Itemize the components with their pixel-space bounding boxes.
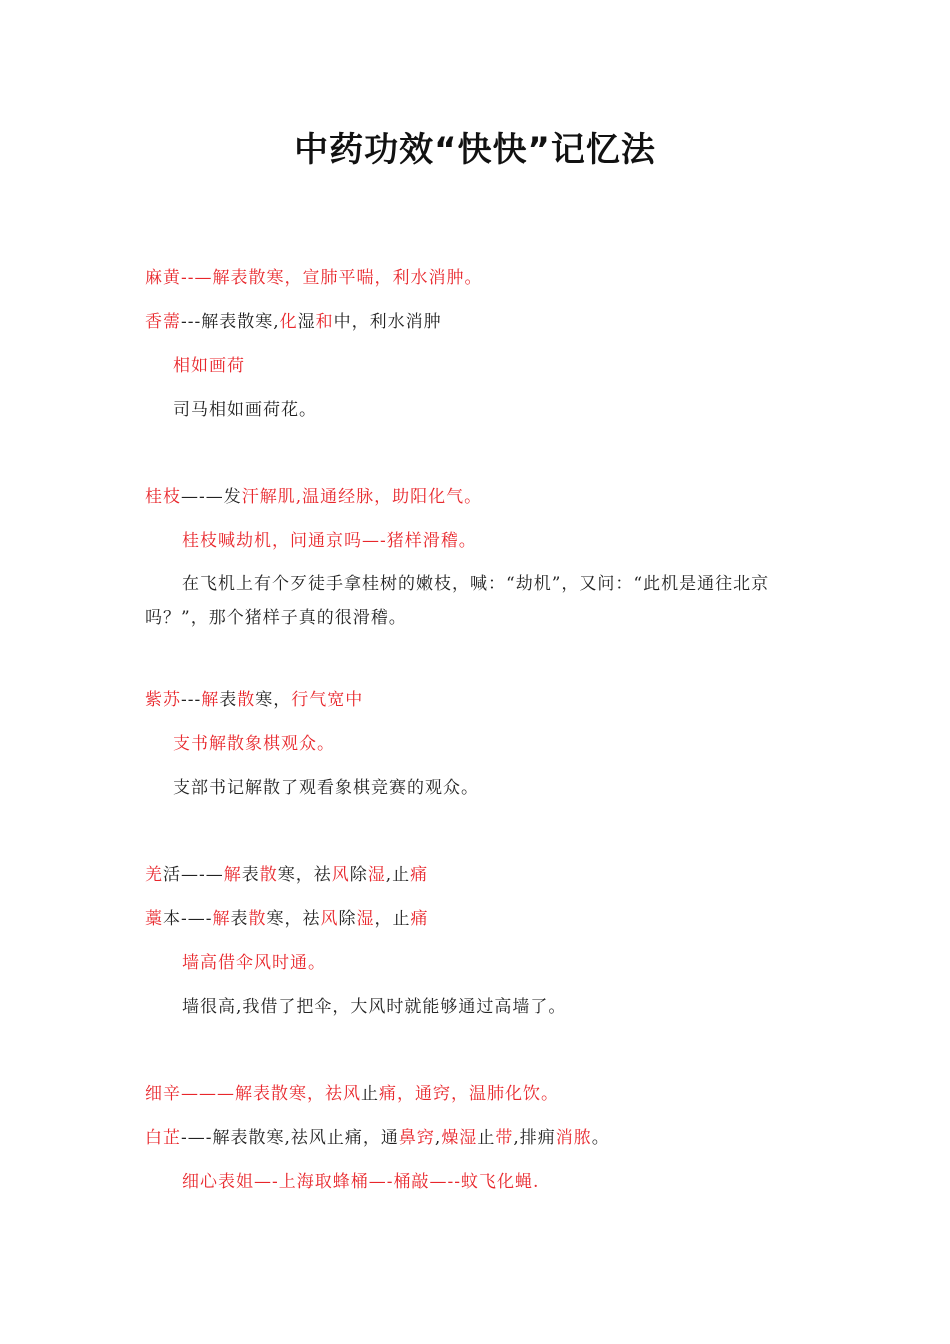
text-run: ，止 xyxy=(374,909,411,929)
text-run: --- xyxy=(181,690,202,710)
text-run: 寒，祛 xyxy=(277,865,332,885)
text-run: 在飞机上有个歹徒手拿桂树的嫩枝，喊：“劫机”，又问：“此机是通往北京吗？”，那个猪样子真的很滑稽。 xyxy=(145,574,770,628)
text-run: 墙很高,我借了把伞，大风时就能够通过高墙了。 xyxy=(182,997,567,1017)
herb-line-xixin xyxy=(145,1082,559,1106)
text-run: 化 xyxy=(279,312,298,332)
text-run: ---解表散寒, xyxy=(181,312,280,332)
text-run: ,排痈 xyxy=(513,1128,556,1148)
text-run: 中，利水消肿 xyxy=(333,312,442,332)
text-run: 除 xyxy=(349,865,368,885)
text-run: 墙高借伞风时通。 xyxy=(182,953,326,973)
herb-line-xiangru xyxy=(145,310,442,334)
text-run: 风 xyxy=(320,909,339,929)
text-run: 痛，通窍，温肺化饮。 xyxy=(379,1084,559,1104)
text-run: 白芷 xyxy=(145,1128,181,1148)
text-run: 痛 xyxy=(410,909,429,929)
text-run: , xyxy=(434,1128,442,1148)
explanation-line xyxy=(173,776,479,800)
text-run: 散 xyxy=(248,909,267,929)
page-title: 中药功效“快快”记忆法 xyxy=(294,130,656,170)
text-run: 寒， xyxy=(255,690,292,710)
text-run: 羌 xyxy=(145,865,163,885)
text-run: 香薷 xyxy=(145,312,181,332)
text-run: 消脓 xyxy=(555,1128,592,1148)
text-run: 紫苏 xyxy=(145,690,181,710)
explanation-line xyxy=(173,398,317,422)
text-run: 湿 xyxy=(367,865,386,885)
text-run: 解 xyxy=(212,909,231,929)
text-run: 藁 xyxy=(145,909,163,929)
text-run: 鼻窍 xyxy=(398,1128,435,1148)
text-run: 寒，祛 xyxy=(266,909,321,929)
text-run: 和 xyxy=(315,312,334,332)
text-run: 桂枝 xyxy=(145,487,181,507)
text-run: 止 xyxy=(477,1128,496,1148)
text-run: 汗解肌,温通经脉，助阳化气。 xyxy=(241,487,483,507)
text-run: 湿 xyxy=(356,909,375,929)
herb-line-qianghuo xyxy=(145,863,428,887)
herb-line-baizhi xyxy=(145,1126,610,1150)
explanation-paragraph xyxy=(145,567,810,635)
mnemonic-line xyxy=(182,951,326,975)
text-run: 解 xyxy=(223,865,242,885)
text-run: 行气宽中 xyxy=(291,690,364,710)
mnemonic-line xyxy=(182,1170,539,1194)
text-run: 止 xyxy=(361,1084,379,1104)
mnemonic-line xyxy=(182,529,477,553)
text-run: 本-—- xyxy=(163,909,213,929)
text-run: 表 xyxy=(219,690,238,710)
herb-line-zisu xyxy=(145,688,363,712)
herb-line-guizhi xyxy=(145,485,482,509)
text-run: 桂枝喊劫机，问通京吗—-猪样滑稽。 xyxy=(182,531,477,551)
text-run: 麻黄--—解表散寒，宣肺平喘，利水消肿。 xyxy=(145,268,483,288)
text-run: 痛 xyxy=(410,865,429,885)
mnemonic-line xyxy=(173,732,335,756)
text-run: 表 xyxy=(230,909,249,929)
herb-line-gaoben xyxy=(145,907,429,931)
text-run: 散 xyxy=(259,865,278,885)
text-run: 燥湿 xyxy=(441,1128,478,1148)
text-run: 司马相如画荷花。 xyxy=(173,400,317,420)
herb-line-mahuang xyxy=(145,266,483,290)
text-run: 表 xyxy=(241,865,260,885)
text-run: 活—-— xyxy=(163,865,224,885)
explanation-line xyxy=(182,995,566,1019)
text-run: 风 xyxy=(331,865,350,885)
text-run: —-—发 xyxy=(181,487,242,507)
text-run: 解 xyxy=(201,690,220,710)
text-run: ,止 xyxy=(385,865,411,885)
text-run: 。 xyxy=(591,1128,610,1148)
text-run: -—-解表散寒,祛风止痛，通 xyxy=(181,1128,399,1148)
text-run: 支书解散象棋观众。 xyxy=(173,734,335,754)
text-run: 相如画荷 xyxy=(173,356,245,376)
text-run: 湿 xyxy=(297,312,316,332)
text-run: 除 xyxy=(338,909,357,929)
text-run: 细心表姐—-上海取蜂桶—-桶敲—--蚊飞化蝇. xyxy=(182,1172,540,1192)
text-run: 细辛———解表散寒，祛风 xyxy=(145,1084,361,1104)
text-run: 支部书记解散了观看象棋竞赛的观众。 xyxy=(173,778,479,798)
text-run: 散 xyxy=(237,690,256,710)
mnemonic-line xyxy=(173,354,245,378)
text-run: 带 xyxy=(495,1128,514,1148)
